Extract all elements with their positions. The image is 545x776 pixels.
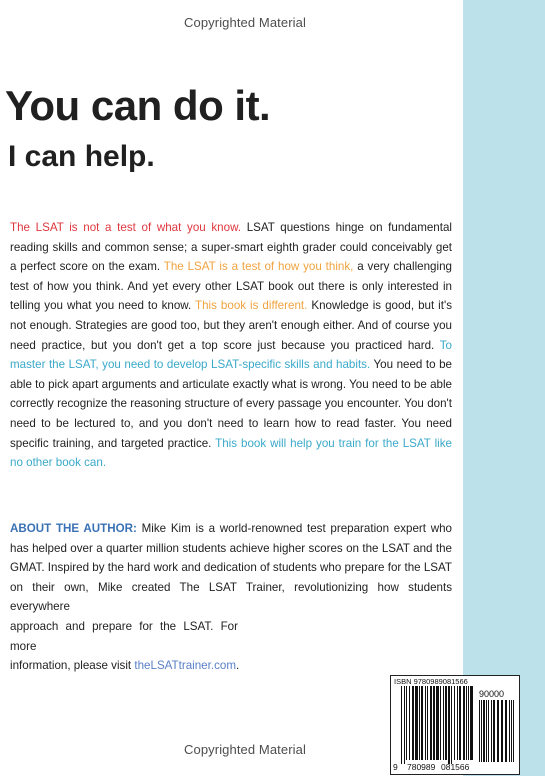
highlight-master-lsat: To master the LSAT, you need to develop LSAT-specific skills and habits. xyxy=(10,338,452,372)
about-author-heading: ABOUT THE AUTHOR: xyxy=(10,522,137,535)
barcode-bar xyxy=(513,700,514,762)
highlight-not-what-you-know: The LSAT is not a test of what you know. xyxy=(10,221,242,234)
description-text-1: LSAT questions hinge on fundamental reading skills and common sense; a super-smart eighth grader could conceivably get a perfect score on the exam. xyxy=(10,221,452,274)
description-text-4: You need to be able to pick apart arguments and articulate exactly what is wrong. You need to be able correctly recognize the reasoning structure of every passage you encounter. You don't need to be lectured to, and you don't need to learn how to read faster. You need specific training, and targeted practice. xyxy=(10,358,452,450)
about-author-visit-text: information, please visit xyxy=(10,659,135,673)
highlight-book-different: This book is different. xyxy=(195,299,308,313)
watermark-bottom: Copyrighted Material xyxy=(184,742,306,757)
description-paragraph xyxy=(10,218,452,473)
spine-strip xyxy=(463,0,545,776)
barcode-bar xyxy=(505,700,507,762)
barcode-digits xyxy=(393,762,517,773)
watermark-top: Copyrighted Material xyxy=(184,15,306,30)
barcode-bar xyxy=(501,700,503,762)
description-text-3: Knowledge is good, but it's not enough. Strategies are good too, but they aren't enough either. And of course you need practice, but you don't get a top score just because you practiced hard. xyxy=(10,299,452,352)
price-code: 90000 xyxy=(479,689,505,699)
subheadline: I can help. xyxy=(8,140,155,173)
barcode-bar xyxy=(511,700,512,762)
website-link[interactable]: theLSATtrainer.com xyxy=(134,659,236,673)
about-author-period: . xyxy=(235,659,240,673)
about-author-paragraph xyxy=(10,519,452,676)
about-author-last-line xyxy=(10,656,452,676)
barcode-bar xyxy=(497,700,499,762)
isbn-barcode xyxy=(390,675,520,775)
isbn-number: ISBN 9780989081566 xyxy=(394,677,468,686)
barcode-digit-group-2: 081566 xyxy=(441,762,470,772)
barcode-bar xyxy=(493,700,495,762)
barcode-digit-lead: 9 xyxy=(393,762,398,772)
barcode-digit-group-1: 780989 xyxy=(407,762,436,772)
highlight-train-for-lsat: This book will help you train for the LSAT like no other book can. xyxy=(10,436,452,470)
barcode-bar xyxy=(491,700,492,762)
highlight-how-you-think: The LSAT is a test of how you think, xyxy=(163,260,354,274)
about-author-text: Mike Kim is a world-renowned test preparation expert who has helped over a quarter million students achieve higher scores on the LSAT and the GMAT. Inspired by the hard work and dedication of students who prepare for the LSAT on their own, Mike created The LSAT Trainer, revolutionizing how students everywhere xyxy=(10,522,453,614)
barcode-bar xyxy=(509,700,510,762)
description-text-2: a very challenging test of how you think. And yet every other LSAT book out there is only interested in telling you what you need to know. xyxy=(10,260,452,313)
about-author-short-line: approach and prepare for the LSAT. For more xyxy=(10,619,238,653)
headline: You can do it. xyxy=(5,82,271,129)
